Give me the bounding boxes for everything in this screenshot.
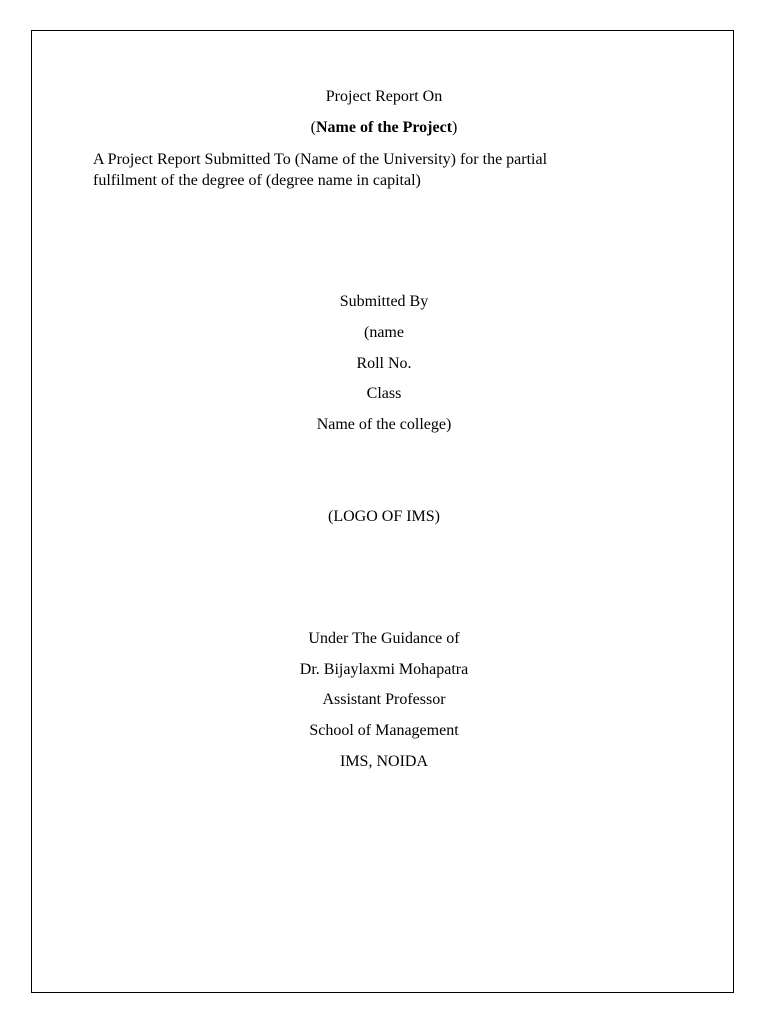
project-name-line: [0, 118, 768, 138]
logo-placeholder: (LOGO OF IMS): [328, 508, 440, 525]
project-name-close-paren: ): [452, 119, 458, 136]
guide-school: School of Management: [309, 722, 459, 739]
project-name-open-paren: (: [310, 119, 316, 136]
submission-description: [93, 149, 653, 191]
submitter-roll-no: Roll No.: [356, 355, 412, 372]
submitted-by-label: Submitted By: [339, 293, 429, 310]
project-name: Name of the Project: [315, 119, 453, 136]
report-heading: Project Report On: [325, 88, 443, 105]
guide-name: Dr. Bijaylaxmi Mohapatra: [299, 661, 469, 678]
description-line-1: A Project Report Submitted To (Name of the University) for the partial: [93, 151, 548, 168]
guidance-label: Under The Guidance of: [308, 630, 460, 647]
submitter-college: Name of the college): [316, 416, 452, 433]
guide-designation: Assistant Professor: [322, 691, 446, 708]
submitter-class: Class: [366, 385, 402, 402]
submitter-name: (name: [364, 324, 404, 341]
guide-institute: IMS, NOIDA: [340, 753, 428, 770]
description-line-2: fulfilment of the degree of (degree name in capital): [93, 172, 421, 189]
